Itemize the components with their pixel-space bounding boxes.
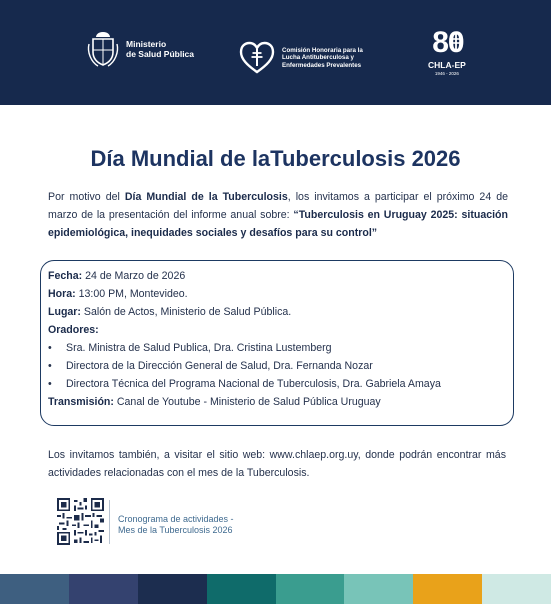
chla-name: Comisión Honoraria para la Lucha Antituberculosa y Enfermedades Prevalentes bbox=[282, 46, 363, 69]
msp-name: Ministerio de Salud Pública bbox=[126, 39, 195, 59]
broadcast-row: Transmisión: Canal de Youtube - Ministerio de Salud Pública Uruguay bbox=[48, 396, 381, 408]
stripe-segment bbox=[344, 574, 413, 604]
qr-code[interactable] bbox=[57, 498, 104, 545]
anniversary-number: 80 bbox=[432, 26, 464, 59]
stripe-segment bbox=[482, 574, 551, 604]
bullet-icon: • bbox=[48, 342, 52, 354]
bullet-icon: • bbox=[48, 360, 52, 372]
website-invitation: Los invitamos también, a visitar el sitio web: www.chlaep.org.uy, donde podrán encontrar más actividades relacionadas con el mes de la Tuberculosis. bbox=[48, 449, 506, 479]
chla-logo bbox=[239, 41, 363, 75]
msp-logo bbox=[86, 30, 194, 68]
bullet-icon: • bbox=[48, 378, 52, 390]
intro-paragraph: Por motivo del Día Mundial de la Tuberculosis, los invitamos a participar el próximo 24 de marzo de la presentación del informe anual sobre: “Tuberculosis en Uruguay 2025: situación epidemiológica, inequidades sociales y desafíos para su control” bbox=[48, 191, 509, 239]
stripe-segment bbox=[413, 574, 482, 604]
speaker-item: • Directora de la Dirección General de Salud, Dra. Fernanda Nozar bbox=[48, 357, 508, 375]
speakers-heading: Oradores: bbox=[48, 324, 99, 336]
qr-divider bbox=[109, 500, 110, 544]
page-title: Día Mundial de laTuberculosis 2026 bbox=[90, 146, 461, 171]
speaker-item: • Sra. Ministra de Salud Publica, Dra. Cristina Lustemberg bbox=[48, 339, 508, 357]
time-row: Hora: 13:00 PM, Montevideo. bbox=[48, 288, 188, 300]
place-row: Lugar: Salón de Actos, Ministerio de Salud Pública. bbox=[48, 306, 292, 318]
stripe-segment bbox=[0, 574, 69, 604]
heart-cross-icon bbox=[239, 41, 275, 75]
stripe-segment bbox=[138, 574, 207, 604]
color-stripe bbox=[0, 574, 551, 604]
double-cross-icon bbox=[450, 32, 462, 54]
speaker-item: • Directora Técnica del Programa Nacional de Tuberculosis, Dra. Gabriela Amaya bbox=[48, 375, 508, 393]
anniversary-years: 1946 - 2026 bbox=[434, 71, 459, 76]
header-banner bbox=[0, 0, 551, 105]
coat-of-arms-icon bbox=[86, 30, 120, 68]
qr-caption: Cronograma de actividades - Mes de la Tuberculosis 2026 bbox=[118, 514, 234, 535]
date-row: Fecha: 24 de Marzo de 2026 bbox=[48, 270, 186, 282]
anniversary-logo bbox=[428, 28, 466, 76]
anniversary-name: CHLA-EP bbox=[428, 60, 466, 70]
event-details bbox=[48, 267, 508, 411]
stripe-segment bbox=[69, 574, 138, 604]
stripe-segment bbox=[207, 574, 276, 604]
stripe-segment bbox=[276, 574, 345, 604]
